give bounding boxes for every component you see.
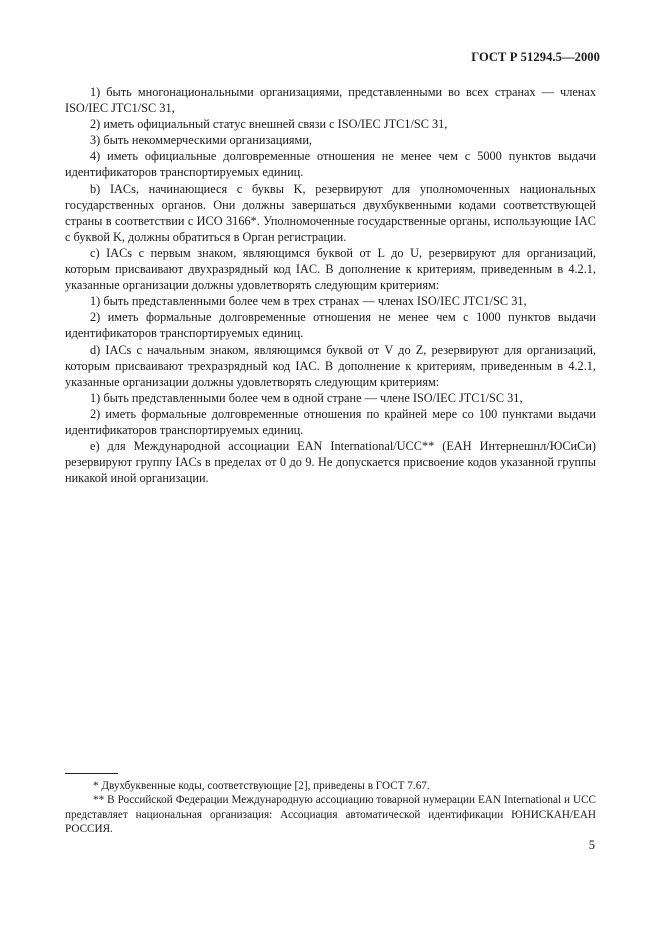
paragraph: 1) быть многонациональными организациями, представленными во всех странах — членах ISO/IEC JTC1/SC 31,	[65, 85, 596, 116]
paragraph: d) IACs с начальным знаком, являющимся буквой от V до Z, резервируют для организаций, которым присваивают трехразрядный код IAC. В дополнение к критериям, приведенным в 4.2.1, указанные организации должны удовлетворять следующим критериям:	[65, 342, 596, 389]
paragraph: e) для Международной ассоциации EAN International/UCC** (ЕАН Интернешнл/ЮСиСи) резервируют группу IACs в пределах от 0 до 9. Не допускается присвоение кодов указанной группы никакой иной организации.	[65, 439, 596, 486]
paragraph: b) IACs, начинающиеся с буквы K, резервируют для уполномоченных национальных государственных органов. Они должны завершаться двухбуквенными кодами соответствующей страны в соответствии с ИСО 3166*. Уполномоченные государственные органы, использующие IAC с буквой K, должны обратиться в Орган регистрации.	[65, 181, 596, 244]
paragraph: 4) иметь официальные долговременные отношения не менее чем с 5000 пунктов выдачи идентификаторов транспортируемых единиц.	[65, 149, 596, 180]
paragraph: 2) иметь формальные долговременные отношения не менее чем с 1000 пунктов выдачи идентификаторов транспортируемых единиц.	[65, 310, 596, 341]
paragraph: 1) быть представленными более чем в трех странах — членах ISO/IEC JTC1/SC 31,	[90, 294, 527, 309]
footnotes	[65, 779, 596, 837]
body-text	[65, 84, 596, 486]
footnote-divider	[65, 773, 118, 774]
standard-header: ГОСТ Р 51294.5—2000	[471, 50, 600, 64]
paragraph: 1) быть представленными более чем в одной стране — члене ISO/IEC JTC1/SC 31,	[90, 390, 523, 405]
footnote: ** В Российской Федерации Международную ассоциацию товарной нумерации EAN International и UCC представляет национальная организация: Ассоциация автоматической идентификации ЮНИСКАН/ЕАН РОССИЯ.	[65, 794, 596, 836]
paragraph: 2) иметь формальные долговременные отношения по крайней мере со 100 пунктами выдачи идентификаторов транспортируемых единиц.	[65, 406, 596, 437]
paragraph: 2) иметь официальный статус внешней связи с ISO/IEC JTC1/SC 31,	[90, 117, 448, 132]
footnote: * Двухбуквенные коды, соответствующие [2], приведены в ГОСТ 7.67.	[93, 780, 430, 792]
paragraph: 3) быть некоммерческими организациями,	[90, 133, 312, 148]
paragraph: c) IACs с первым знаком, являющимся буквой от L до U, резервируют для организаций, которым присваивают двухразрядный код IAC. В дополнение к критериям, приведенным в 4.2.1, указанные организации должны удовлетворять следующим критериям:	[65, 245, 596, 293]
page-number: 5	[588, 838, 595, 852]
